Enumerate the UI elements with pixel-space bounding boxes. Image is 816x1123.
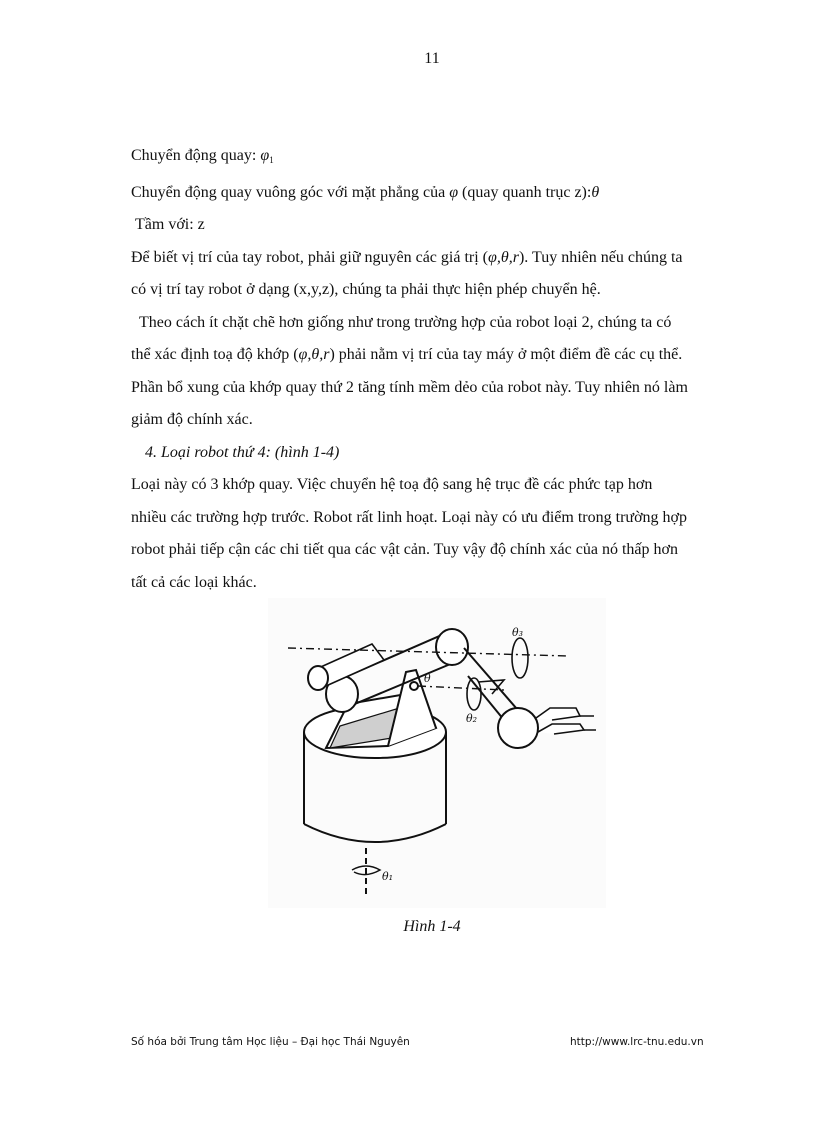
paragraph-line: có vị trí tay robot ở dạng (x,y,z), chúng ta phải thực hiện phép chuyển hệ. [131, 281, 601, 298]
text: (quay quanh trục z): [458, 183, 592, 201]
footer-source: Số hóa bởi Trung tâm Học liệu – Đại học Thái Nguyên [131, 1036, 410, 1048]
paragraph-line [131, 140, 743, 177]
paragraph-line [131, 339, 743, 372]
wrist-ball [498, 708, 538, 748]
robot-figure [268, 598, 606, 908]
text: Để biết vị trí của tay robot, phải giữ nguyên các giá trị ( [131, 248, 488, 266]
label-theta3: θ₃ [512, 626, 524, 639]
pivot-pin [410, 682, 418, 690]
axis-theta3 [288, 648, 568, 656]
text: ). Tuy nhiên nếu chúng ta [518, 248, 683, 266]
paragraph-line: Loại này có 3 khớp quay. Việc chuyển hệ toạ độ sang hệ trục đề các phức tạp hơn [131, 476, 653, 493]
math-phi: φ [449, 183, 459, 201]
figure-caption: Hình 1-4 [403, 918, 461, 935]
paragraph-line [131, 242, 743, 275]
text: Chuyển động quay: [131, 147, 261, 164]
text: ) phải nằm vị trí của tay máy ở một điểm đề các cụ thể. [329, 346, 683, 363]
paragraph-line: tất cả các loại khác. [131, 573, 257, 591]
label-theta1: θ₁ [382, 870, 394, 883]
paragraph-line: giảm độ chính xác. [131, 411, 253, 428]
math-theta: θ [591, 183, 600, 201]
base-cylinder-bottom [304, 824, 446, 842]
section-heading: 4. Loại robot thứ 4: (hình 1-4) [145, 443, 340, 461]
label-theta2: θ₂ [466, 712, 478, 725]
paragraph-line: nhiều các trường hợp trước. Robot rất linh hoạt. Loại này có ưu điểm trong trường hợp [131, 508, 687, 526]
footer-url[interactable]: http://www.lrc-tnu.edu.vn [570, 1036, 704, 1048]
paragraph-line [131, 177, 743, 210]
math-coords: φ,θ,r [298, 346, 330, 363]
paragraph-line: robot phải tiếp cận các chi tiết qua các vật cản. Tuy vậy độ chính xác của nó thấp hơn [131, 541, 678, 558]
page-number: 11 [424, 50, 440, 67]
text: thể xác định toạ độ khớp ( [131, 346, 299, 363]
text: Chuyển động quay vuông góc với mặt phẳng của [131, 183, 450, 201]
rear-joint [308, 666, 328, 690]
gripper-lower [538, 724, 584, 734]
paragraph-line: Phần bổ xung của khớp quay thứ 2 tăng tính mềm dẻo của robot này. Tuy nhiên nó làm [131, 378, 688, 396]
gripper-upper [536, 708, 580, 720]
axis-theta2 [418, 686, 504, 690]
math-phi: $\varphi_1$ [260, 147, 274, 165]
elbow-joint [436, 629, 468, 665]
label-theta: θ [424, 672, 431, 685]
paragraph-line: Theo cách ít chặt chẽ hơn giống như trong trường hợp của robot loại 2, chúng ta có [139, 313, 672, 331]
body-text [131, 140, 743, 599]
math-coords: φ,θ,r [488, 248, 519, 266]
theta3-rotation [512, 638, 528, 678]
paragraph-line: Tầm với: z [135, 216, 205, 233]
